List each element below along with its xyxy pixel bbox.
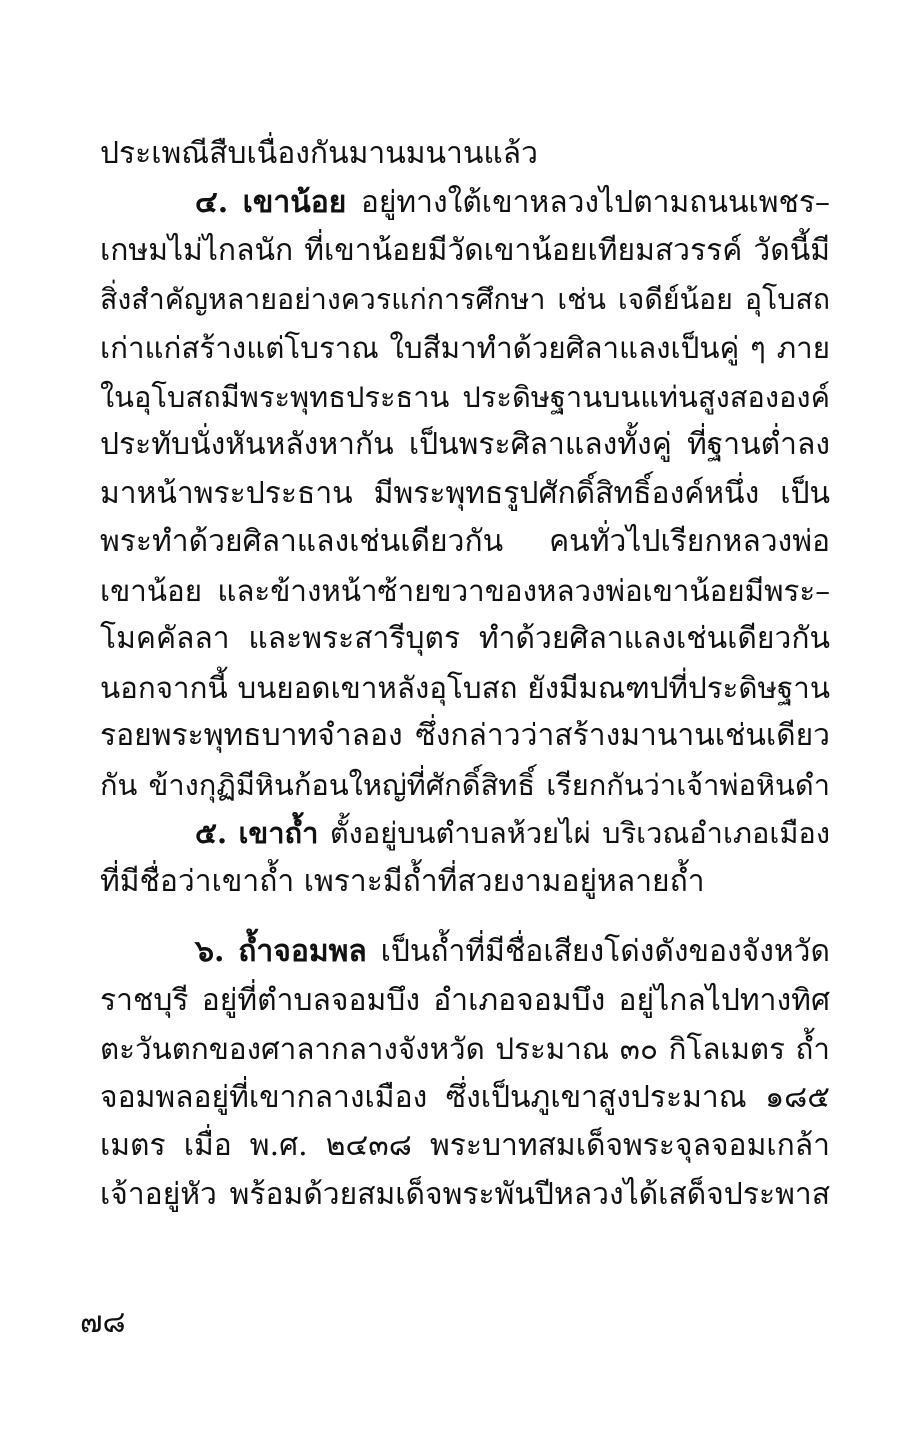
section-6-first-line (100, 928, 830, 977)
text-line: เมตร เมื่อ พ.ศ. ๒๔๓๘ พระบาทสมเด็จพระจุลจอมเกล้า (100, 1128, 830, 1163)
section-heading: เขาน้อย (242, 184, 347, 220)
text-line: ตะวันตกของศาลากลางจังหวัด ประมาณ ๓๐ กิโลเมตร ถ้ำ (100, 1032, 830, 1066)
text-line: จอมพลอยู่ที่เขากลางเมือง ซึ่งเป็นภูเขาสูงประมาณ ๑๘๕ (100, 1079, 830, 1115)
page-number: ๗๘ (80, 1305, 126, 1340)
text-line: เจ้าอยู่หัว พร้อมด้วยสมเด็จพระพันปีหลวงได้เสด็จประพาส (100, 1176, 830, 1212)
section-text: อยู่ทางใต้เขาหลวงไปตามถนนเพชร– (360, 184, 830, 220)
section-heading: เขาถ้ำ (238, 816, 319, 850)
text-line: สิ่งสำคัญหลายอย่างควรแก่การศึกษา เช่น เจดีย์น้อย อุโบสถ (100, 282, 830, 316)
section-text: ตั้งอยู่บนตำบลห้วยไผ่ บริเวณอำเภอเมือง (329, 816, 831, 850)
section-heading: ถ้ำจอมพล (238, 934, 367, 969)
page-body (100, 130, 830, 1219)
section-number: ๔. (195, 184, 229, 220)
text-line: นอกจากนี้ บนยอดเขาหลังอุโบสถ ยังมีมณฑปที่ประดิษฐาน (100, 670, 830, 705)
section-4-first-line (100, 179, 830, 228)
text-line: ราชบุรี อยู่ที่ตำบลจอมบึง อำเภอจอมบึง อยู่ไกลไปทางทิศ (100, 982, 830, 1018)
paragraph-gap (100, 906, 830, 928)
text-line: พระทำด้วยศิลาแลงเช่นเดียวกัน คนทั่วไปเรียกหลวงพ่อ (100, 524, 830, 559)
text-line: ประเพณีสืบเนื่องกันมานมนานแล้ว (100, 136, 538, 171)
text-line: โมคคัลลา และพระสารีบุตร ทำด้วยศิลาแลงเช่นเดียวกัน (100, 621, 830, 656)
section-text: เป็นถ้ำที่มีชื่อเสียงโด่งดังของจังหวัด (380, 934, 830, 969)
text-line: ประทับนั่งหันหลังหากัน เป็นพระศิลาแลงทั้งคู่ ที่ฐานต่ำลง (100, 427, 830, 462)
text-line: ที่มีชื่อว่าเขาถ้ำ เพราะมีถ้ำที่สวยงามอยู่หลายถ้ำ (100, 863, 705, 899)
text-line: เกษมไม่ไกลนัก ที่เขาน้อยมีวัดเขาน้อยเทียมสวรรค์ วัดนี้มี (100, 233, 830, 268)
text-line: กัน ข้างกุฏิมีหินก้อนใหญ่ที่ศักดิ์สิทธิ์ เรียกกันว่าเจ้าพ่อหินดำ (100, 767, 830, 802)
text-line: เขาน้อย และข้างหน้าซ้ายขวาของหลวงพ่อเขาน้อยมีพระ– (100, 573, 830, 608)
section-number: ๕. (195, 816, 228, 850)
text-line: รอยพระพุทธบาทจำลอง ซึ่งกล่าวว่าสร้างมานานเช่นเดียว (100, 718, 830, 753)
text-line: เก่าแก่สร้างแต่โบราณ ใบสีมาทำด้วยศิลาแลงเป็นคู่ ๆ ภาย (100, 331, 830, 365)
text-line: ในอุโบสถมีพระพุทธประธาน ประดิษฐานบนแท่นสูงสององค์ (100, 379, 830, 414)
section-5-first-line (100, 809, 830, 858)
text-line: มาหน้าพระประธาน มีพระพุทธรูปศักดิ์สิทธิ์องค์หนึ่ง เป็น (100, 475, 830, 511)
section-number: ๖. (195, 934, 225, 969)
